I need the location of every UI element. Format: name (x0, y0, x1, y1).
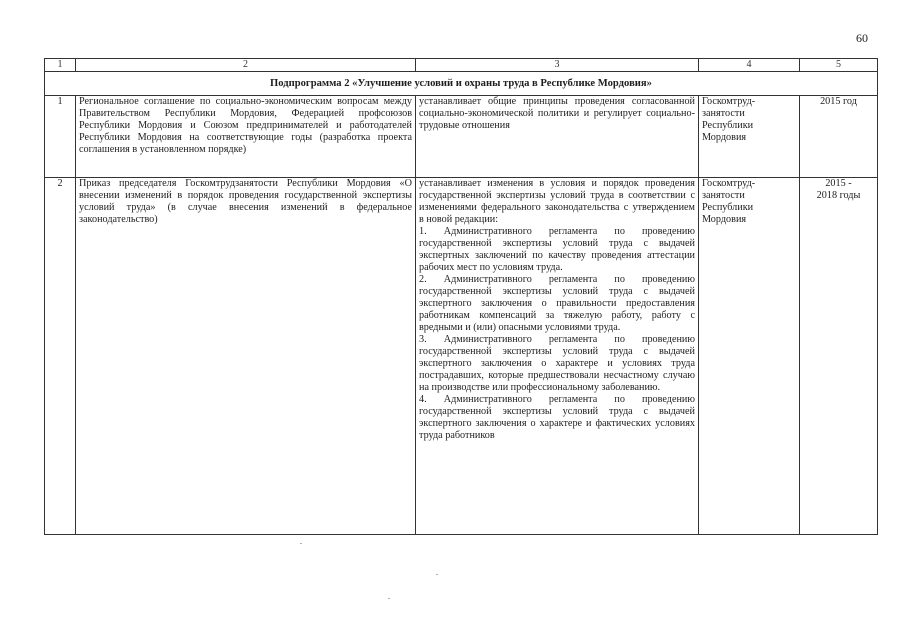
column-number: 1 (45, 59, 76, 72)
document-content-cell: устанавливает изменения в условия и порядок проведения государственной экспертизы условий труда в соответствии с изменениями федерального законодательства с утверждением в новой редакции: 1. Административного регламента по проведению государственной экспертизы условий труда с выдачей экспертных заключений по качеству проведения аттестации рабочих мест по условиям труда. 2. Административного регламента по проведению государственной экспертизы условий труда с выдачей экспертного заключения о правильности предоставления работникам компенсаций за тяжелую работу, работу с вредными и (или) опасными условиями труда. 3. Административного регламента по проведению государственной экспертизы условий труда с выдачей экспертного заключения о характере и условиях труда пострадавших, которые предшествовали несчастному случаю на производстве или профессиональному заболеванию. 4. Административного регламента по проведению государственной экспертизы условий труда с выдачей экспертного заключения о характере и фактических условиях труда работников (416, 178, 699, 535)
subprogram-title: Подпрограмма 2 «Улучшение условий и охраны труда в Республике Мордовия» (45, 72, 878, 96)
column-number: 3 (416, 59, 699, 72)
column-number: 5 (800, 59, 878, 72)
scan-dot (388, 598, 390, 599)
column-number: 2 (76, 59, 416, 72)
scan-dot (436, 574, 438, 575)
program-table (44, 58, 878, 535)
page-number: 60 (856, 31, 868, 45)
column-number: 4 (699, 59, 800, 72)
column-number-row (45, 59, 878, 72)
table-row (45, 178, 878, 535)
subprogram-title-row (45, 72, 878, 96)
document-content-cell: устанавливает общие принципы проведения согласованной социально-экономической политики и регулирует социально-трудовые отношения (416, 96, 699, 178)
executor-cell: Госкомтруд- занятости Республики Мордовия (699, 178, 800, 535)
scan-dot (300, 543, 302, 544)
row-number: 2 (45, 178, 76, 535)
table-row (45, 96, 878, 178)
executor-cell: Госкомтруд- занятости Республики Мордовия (699, 96, 800, 178)
document-name-cell: Приказ председателя Госкомтрудзанятости Республики Мордовия «О внесении изменений в порядок проведения государственной экспертизы условий труда» (в случае внесения изменений в федеральное законодательство) (76, 178, 416, 535)
period-cell: 2015 - 2018 годы (800, 178, 878, 535)
period-cell: 2015 год (800, 96, 878, 178)
row-number: 1 (45, 96, 76, 178)
document-name-cell: Региональное соглашение по социально-экономическим вопросам между Правительством Республики Мордовия, Федерацией профсоюзов Республики Мордовия и Союзом предпринимателей и работодателей Республики Мордовия на соответствующие годы (разработка проекта соглашения в установленном порядке) (76, 96, 416, 178)
